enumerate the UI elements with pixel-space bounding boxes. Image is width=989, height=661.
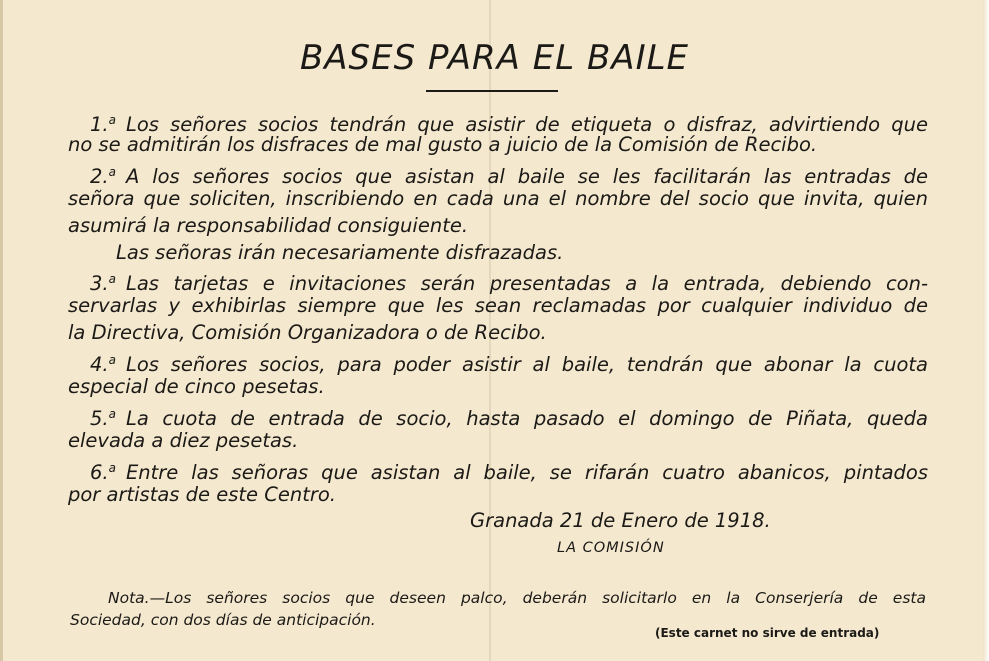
rule-3-line-1 [68,267,928,296]
rule-3-text: Las tarjetas e invitaciones serán presentadas a la entrada, debiendo con- [125,272,928,295]
rule-6-line-2: por artistas de este Centro. [68,483,337,506]
rule-4-line-1 [68,348,928,377]
page-title: BASES PARA EL BAILE [299,38,690,78]
rule-4-number: 4.$^a$ [90,353,116,376]
rule-6-number: 6.$^a$ [90,461,116,484]
rule-3-line-2: servarlas y exhibirlas siempre que les sean reclamadas por cualquier individuo de [68,294,928,317]
rule-6-line-1 [68,456,928,485]
rule-5-text: La cuota de entrada de socio, hasta pasado el domingo de Piñata, queda [125,407,928,430]
rule-2-line-1 [68,160,928,189]
rule-1-text: Los señores socios tendrán que asistir de etiqueta o disfraz, advirtiendo que [125,113,928,136]
rule-6-text: Entre las señoras que asistan al baile, se rifarán cuatro abanicos, pintados [125,461,928,484]
rule-1-line-2: no se admitirán los disfraces de mal gusto a juicio de la Comisión de Recibo. [68,133,818,156]
rule-3-number: 3.$^a$ [90,272,116,295]
card-left-edge [0,0,3,661]
card-right-edge [983,0,989,661]
not-valid-for-entry-notice: (Este carnet no sirve de entrada) [655,626,880,640]
rule-4-line-2: especial de cinco pesetas. [68,375,325,398]
rule-2-line-2: señora que soliciten, inscribiendo en cada una el nombre del socio que invita, quien [68,187,928,210]
rule-5-line-1 [68,402,928,431]
place-and-date: Granada 21 de Enero de 1918. [470,509,771,532]
signatory: LA COMISIÓN [557,540,665,556]
note-line-2: Sociedad, con dos días de anticipación. [70,611,376,629]
rule-5-number: 5.$^a$ [90,407,116,430]
title-underline [426,90,558,92]
rule-2-line-3: asumirá la responsabilidad consiguiente. [68,214,469,237]
note-line-1: Nota.—Los señores socios que deseen palco, deberán solicitarlo en la Conserjería de esta [108,589,926,607]
rule-2-addendum: Las señoras irán necesariamente disfrazadas. [116,241,564,264]
rule-1-number: 1.$^a$ [90,113,116,136]
rule-3-line-3: la Directiva, Comisión Organizadora o de Recibo. [68,321,547,344]
rule-5-line-2: elevada a diez pesetas. [68,429,299,452]
rule-4-text: Los señores socios, para poder asistir al baile, tendrán que abonar la cuota [125,353,928,376]
rule-2-text: A los señores socios que asistan al baile se les facilitarán las entradas de [125,165,928,188]
rule-2-number: 2.$^a$ [90,165,116,188]
